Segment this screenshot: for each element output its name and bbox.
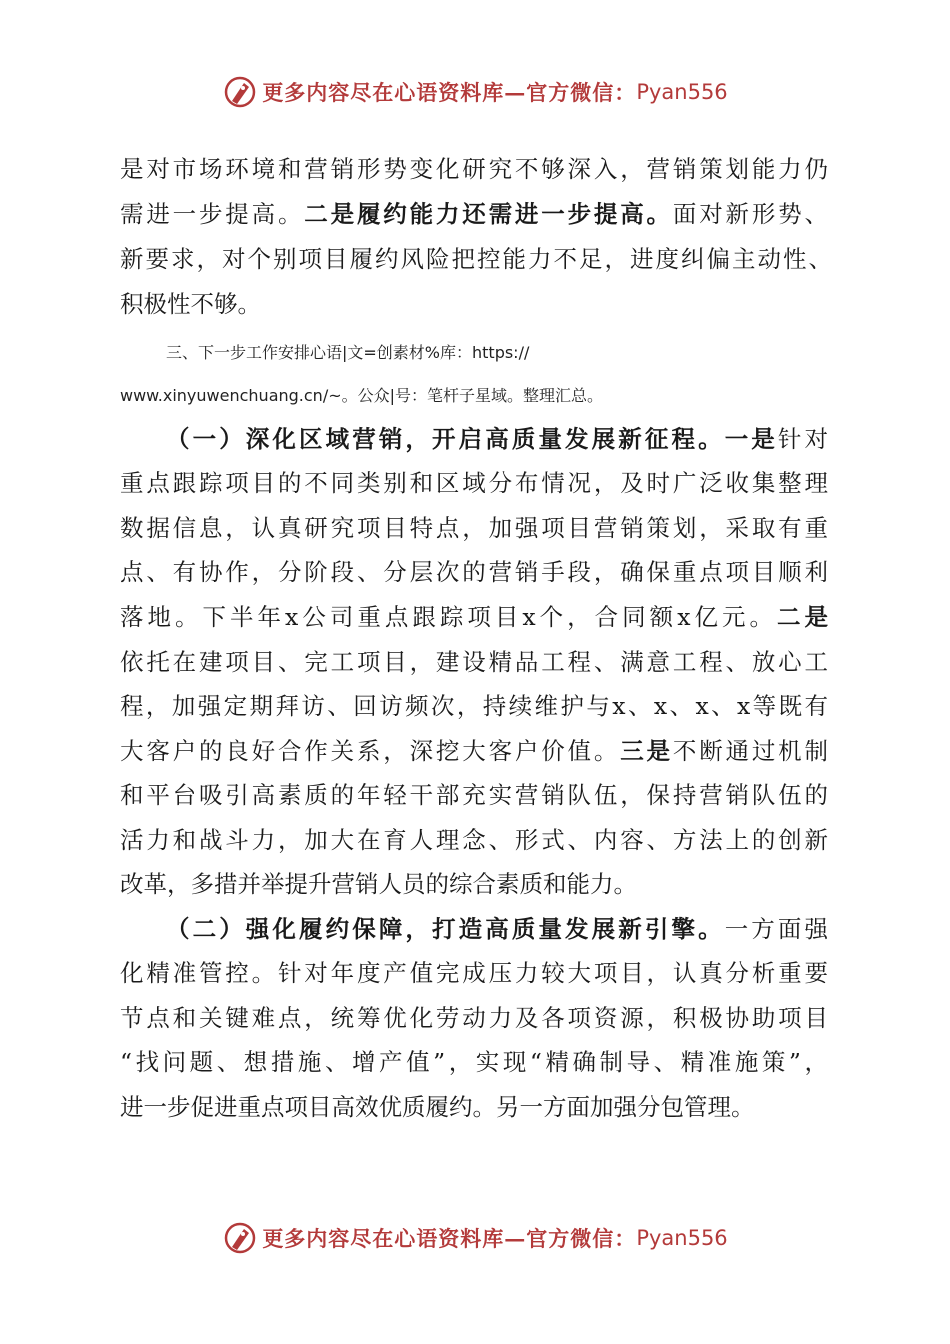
banner-text: 更多内容尽在心语资料库—官方微信： [262, 80, 637, 105]
banner-wechat-id: Pyan556 [636, 80, 728, 104]
banner-wechat-id: Pyan556 [636, 1226, 728, 1250]
paragraph-line: 进一步促进重点项目高效优质履约。另一方面加强分包管理。 [120, 1093, 755, 1121]
subsection-title: （二）强化履约保障，打造高质量发展新引擎。 [166, 915, 725, 943]
subsection-title: （一）深化区域营销，开启高质量发展新征程。 [166, 425, 725, 453]
paragraph-line: 落地。下半年x公司重点跟踪项目x个，合同额x亿元。二是 [120, 603, 828, 631]
paragraph-line: 重点跟踪项目的不同类别和区域分布情况，及时广泛收集整理 [120, 469, 828, 497]
paragraph-line: 依托在建项目、完工项目，建设精品工程、满意工程、放心工 [120, 648, 828, 676]
section-heading: 三、下一步工作安排心语|文=创素材%库：https:// [166, 343, 530, 362]
pen-nib-logo-icon [222, 1220, 258, 1256]
paragraph-line: 和平台吸引高素质的年轻干部充实营销队伍，保持营销队伍的 [120, 781, 828, 809]
paragraph-line: 程，加强定期拜访、回访频次，持续维护与x、x、x、x等既有 [120, 692, 828, 720]
bold-point: 二是 [776, 603, 828, 631]
paragraph-line: 化精准管控。针对年度产值完成压力较大项目，认真分析重要 [120, 959, 828, 987]
bold-point: 二是履约能力还需进一步提高。 [304, 200, 673, 228]
section-url-line: www.xinyuwenchuang.cn/~。公众|号：笔杆子星域。整理汇总。 [120, 386, 604, 405]
pen-nib-logo-icon [222, 74, 258, 110]
paragraph-line: 节点和关键难点，统筹优化劳动力及各项资源，积极协助项目 [120, 1004, 828, 1032]
paragraph-line: 是对市场环境和营销形势变化研究不够深入，营销策划能力仍 [120, 155, 828, 183]
paragraph-line: 活力和战斗力，加大在育人理念、形式、内容、方法上的创新 [120, 826, 828, 854]
bold-point: 三是 [620, 737, 673, 765]
footer-watermark-banner [0, 1218, 950, 1258]
paragraph-line: 改革，多措并举提升营销人员的综合素质和能力。 [120, 870, 637, 898]
paragraph-line: “找问题、想措施、增产值”，实现“精确制导、精准施策”， [120, 1048, 828, 1076]
paragraph-line: 需进一步提高。二是履约能力还需进一步提高。面对新形势、 [120, 200, 829, 228]
paragraph-line: 新要求，对个别项目履约风险把控能力不足，进度纠偏主动性、 [120, 245, 832, 273]
paragraph-line: 数据信息，认真研究项目特点，加强项目营销策划，采取有重 [120, 514, 828, 542]
banner-text: 更多内容尽在心语资料库—官方微信： [262, 1226, 637, 1251]
paragraph-line: 点、有协作，分阶段、分层次的营销手段，确保重点项目顺利 [120, 558, 828, 586]
subsection-heading-line: （二）强化履约保障，打造高质量发展新引擎。一方面强 [166, 915, 829, 943]
subsection-heading-line: （一）深化区域营销，开启高质量发展新征程。一是针对 [166, 425, 829, 453]
paragraph-line: 积极性不够。 [120, 290, 261, 318]
header-watermark-banner [0, 72, 950, 112]
paragraph-line: 大客户的良好合作关系，深挖大客户价值。三是不断通过机制 [120, 737, 829, 765]
